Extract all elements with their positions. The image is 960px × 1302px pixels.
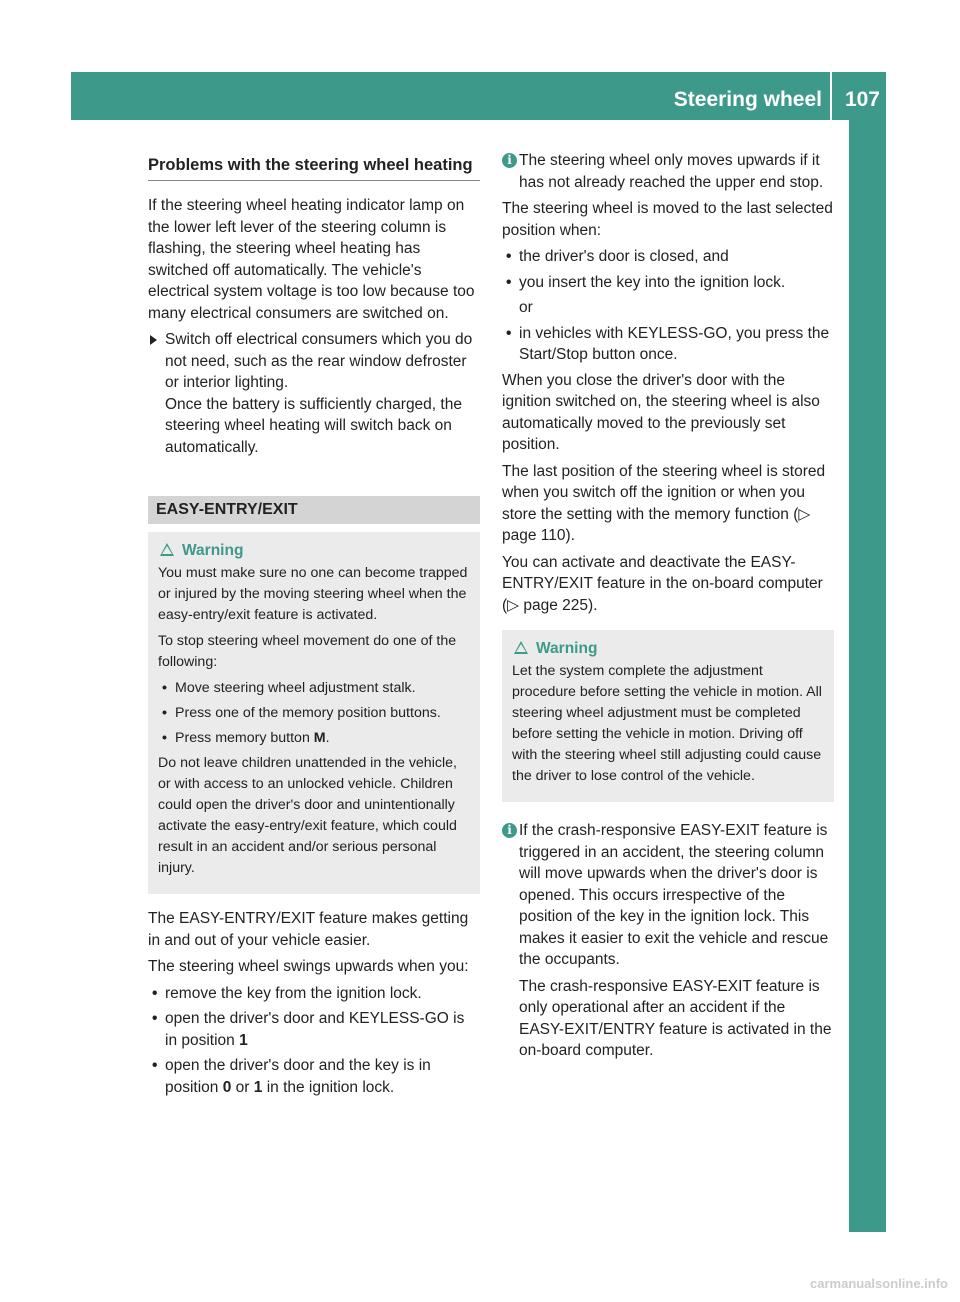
list-item: • remove the key from the ignition lock.: [152, 984, 422, 1002]
warning-triangle-icon: [160, 543, 174, 556]
warning-box: Warning Let the system complete the adjustment procedure before setting the vehicle in motion. All steering wheel adjustment must be completed before setting the vehicle in motion. Driving off with the steering wheel still adjusting could cause the driver to lose control of the vehicle.: [502, 630, 834, 802]
page-title: Steering wheel: [673, 88, 822, 111]
list-item: • Press one of the memory position buttons.: [162, 705, 441, 721]
header-separator: [830, 72, 832, 120]
info-note: i If the crash-responsive EASY-EXIT feature is triggered in an accident, the steering column will move upwards when the driver's door is opened. This occurs irrespective of the position of the key in the ignition lock. This makes it easier to exit the vehicle and rescue the occupants. The crash-responsive EASY-EXIT feature is only operational after an accident if the EASY-EXIT/ENTRY feature is activated in the on-board computer.: [502, 820, 834, 1062]
step-arrow-icon: [150, 335, 157, 345]
heating-intro-paragraph: If the steering wheel heating indicator lamp on the lower left lever of the steering column is flashing, the steering wheel heating has switched off automatically. The vehicle's electrical system voltage is too low because too many electrical consumers are switched on.: [148, 197, 475, 322]
list-item: • Move steering wheel adjustment stalk.: [162, 680, 416, 696]
info-icon: i: [502, 823, 517, 838]
instruction-step: Switch off electrical consumers which you do not need, such as the rear window defroster or interior lighting. Once the battery is sufficiently charged, the steering wheel heating will switch back on automatically.: [148, 329, 480, 458]
info-icon: i: [502, 153, 517, 168]
swings-paragraph: The steering wheel swings upwards when you:: [148, 958, 469, 975]
footer-watermark: carmanualsonline.info: [810, 1276, 948, 1291]
left-column: [148, 150, 480, 1102]
warning-heading: Warning: [512, 638, 824, 659]
list-item: • the driver's door is closed, and: [506, 248, 729, 265]
list-item: • open the driver's door and KEYLESS-GO is in position 1: [152, 1010, 465, 1049]
list-item: • in vehicles with KEYLESS-GO, you press the Start/Stop button once.: [506, 324, 830, 363]
page-header: [71, 72, 886, 120]
list-item: • open the driver's door and the key is in position 0 or 1 in the ignition lock.: [152, 1057, 431, 1096]
page-number: 107: [844, 88, 880, 111]
list-item: • you insert the key into the ignition lock. or: [506, 273, 786, 316]
feature-paragraph: The EASY-ENTRY/EXIT feature makes getting in and out of your vehicle easier.: [148, 910, 469, 949]
section-heading-heating-problems: Problems with the steering wheel heating: [148, 154, 480, 181]
info-note: i The steering wheel only moves upwards if it has not already reached the upper end stop.: [502, 150, 834, 193]
step-result: Once the battery is sufficiently charged, the steering wheel heating will switch back on automatically.: [165, 395, 462, 456]
list-item: • Press memory button M.: [162, 730, 330, 746]
warning-triangle-icon: [514, 641, 528, 654]
warning-heading: Warning: [158, 540, 470, 561]
warning-box: Warning You must make sure no one can become trapped or injured by the moving steering wheel when the easy-entry/exit feature is activated. To stop steering wheel movement do one of the following: • Move steering wheel adjustment stalk. • Press one of the memory position buttons. • Press memory button M. Do not leave children unattended in the vehicle, or with access to an unlocked vehicle. Children could open the driver's door and unintentionally activate the easy-entry/exit feature, which could result in an accident and/or serious personal injury.: [148, 532, 480, 894]
section-banner-easy-entry: EASY-ENTRY/EXIT: [148, 496, 480, 524]
right-column: i The steering wheel only moves upwards if it has not already reached the upper end stop. The steering wheel is moved to the last selected position when: • the driver's door is closed, and • you insert the key into the ignition lock. or • in vehicles with KEYLESS-GO, you press the Start/Stop button once. When you close the driver's door with the ignition switched on, the steering wheel is also automatically moved to the previously set position. The last position of the steering wheel is stored when you switch off the ignition or when you store the setting with the memory function (▷ page 110). You can activate and deactivate the EASY-ENTRY/EXIT feature in the on-board computer (▷ page 225). Warning Let the system complete the adjustment procedure before setting the vehicle in motion. All steering wheel adjustment must be completed before setting the vehicle in motion. Driving off with the steering wheel still adjusting could cause the driver to lose control of the vehicle. i If the crash-responsive EASY-EXIT feature is triggered in an accident, the steering column will move upwards when the driver's door is opened. This occurs irrespective of the position of the key in the ignition lock. This makes it easier to exit the vehicle and rescue the occupants. The crash-responsive EASY-EXIT feature is only operational after an accident if the EASY-EXIT/ENTRY feature is activated in the on-board computer.: [502, 150, 834, 1067]
